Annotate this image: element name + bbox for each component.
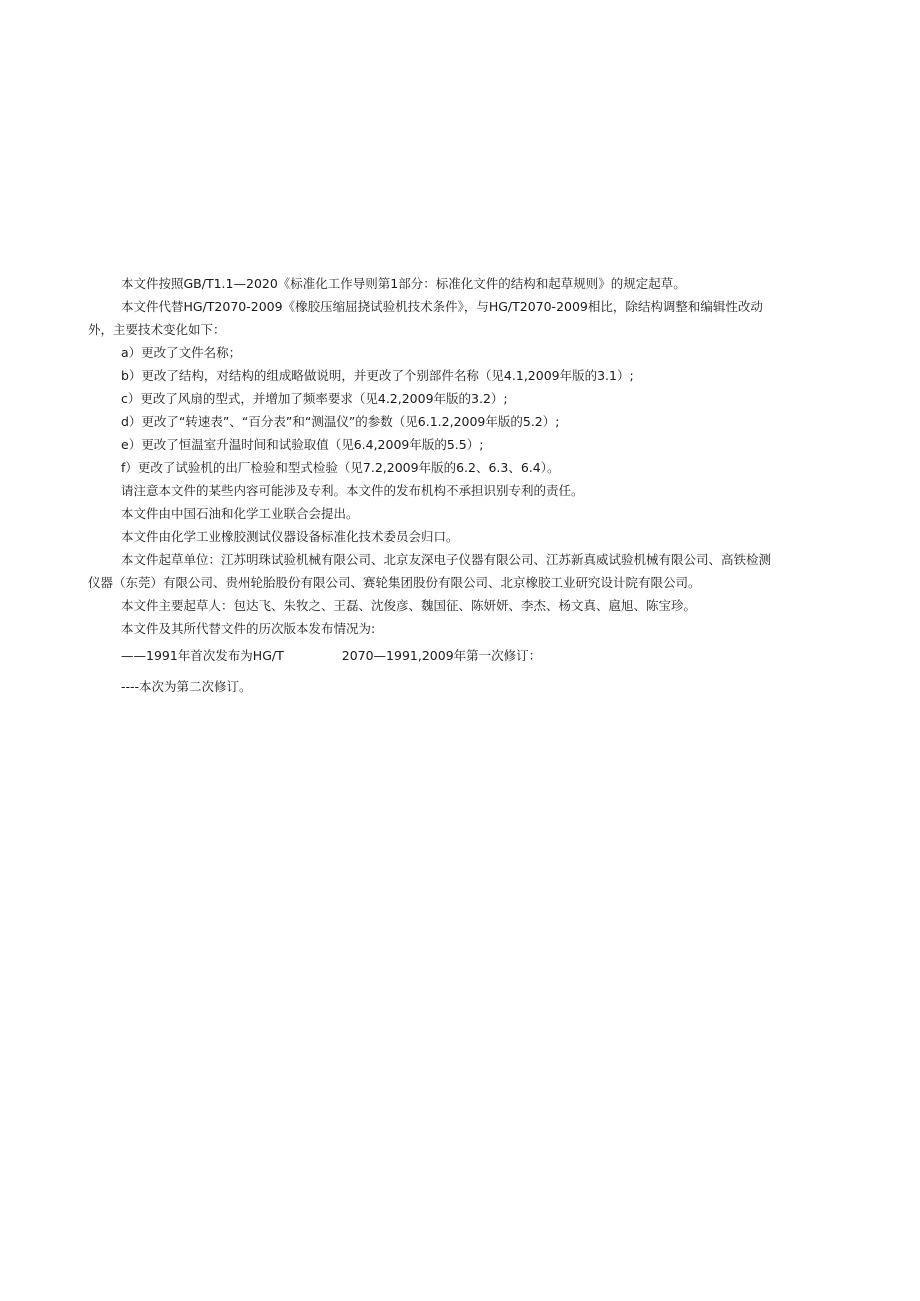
drafting-units-paragraph: 本文件起草单位：江苏明珠试验机械有限公司、北京友深电子仪器有限公司、江苏新真威试验机械有限公司、高铁检测仪器（东莞）有限公司、贵州轮胎股份有限公司、赛轮集团股份有限公司、北京橡胶工业研究设计院有限公司。: [88, 552, 772, 590]
change-item-f: f）更改了试验机的出厂检验和型式检验（见7.2,2009年版的6.2、6.3、6.4）。: [121, 460, 560, 475]
foreword-section: [88, 272, 778, 698]
history-intro-paragraph: 本文件及其所代替文件的历次版本发布情况为:: [121, 621, 376, 636]
patent-notice-paragraph: 请注意本文件的某些内容可能涉及专利。本文件的发布机构不承担识别专利的责任。: [121, 483, 584, 498]
history-item-1991: [88, 644, 778, 667]
drafting-basis-paragraph: 本文件按照GB/T1.1—2020《标准化工作导则第1部分：标准化文件的结构和起草规则》的规定起草。: [121, 276, 686, 291]
proposed-by-paragraph: 本文件由中国石油和化学工业联合会提出。: [121, 506, 359, 521]
centralized-by-paragraph: 本文件由化学工业橡胶测试仪器设备标准化技术委员会归口。: [121, 529, 459, 544]
main-drafters-paragraph: 本文件主要起草人：包达飞、朱牧之、王磊、沈俊彦、魏国征、陈妍妍、李杰、杨文真、扈旭、陈宝珍。: [121, 598, 697, 613]
change-item-d: d）更改了“转速表”、“百分表”和“测温仪”的参数（见6.1.2,2009年版的5.2）;: [121, 414, 560, 429]
change-item-c: c）更改了风扇的型式，并增加了频率要求（见4.2,2009年版的3.2）;: [121, 391, 508, 406]
change-item-e: e）更改了恒温室升温时间和试验取值（见6.4,2009年版的5.5）;: [121, 437, 484, 452]
change-item-a: a）更改了文件名称；: [121, 345, 242, 360]
change-item-b: b）更改了结构，对结构的组成略做说明，并更改了个别部件名称（见4.1,2009年版的3.1）;: [121, 368, 634, 383]
history-item-1991-part1: ——1991年首次发布为HG/T: [121, 648, 284, 663]
replacement-paragraph: 本文件代替HG/T2070-2009《橡胶压缩屈挠试验机技术条件》，与HG/T2070-2009相比，除结构调整和编辑性改动外，主要技术变化如下：: [88, 299, 763, 337]
history-item-1991-part2: 2070—1991,2009年第一次修订：: [341, 648, 542, 663]
history-item-current: ----本次为第二次修订。: [121, 679, 252, 694]
